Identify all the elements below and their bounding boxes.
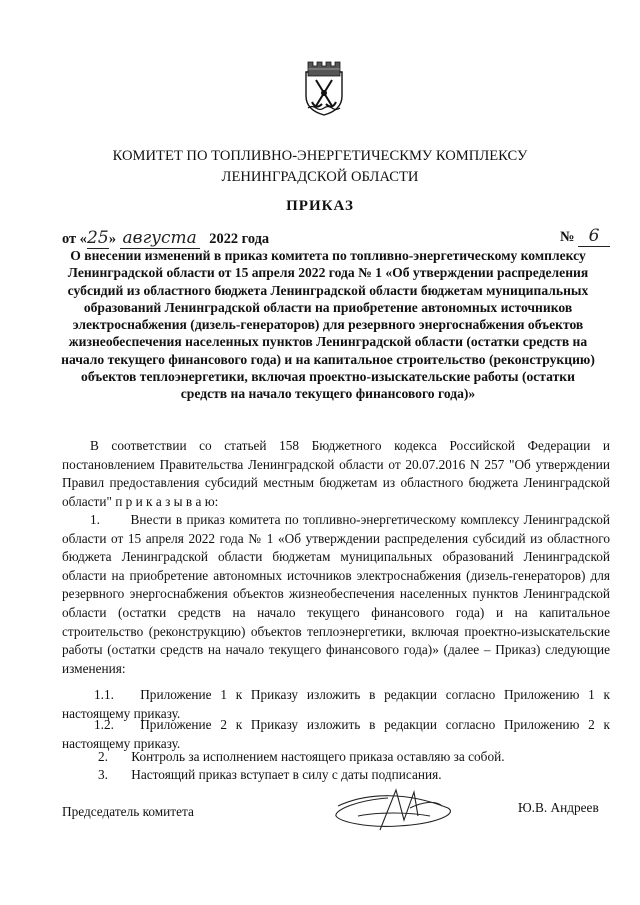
item-1-1-text: Приложение 1 к Приказу изложить в редакции согласно Приложению 1 к настоящему приказу. bbox=[62, 687, 610, 721]
item-2-number: 2. bbox=[98, 749, 108, 764]
date-month: августа bbox=[120, 228, 200, 249]
date-line bbox=[62, 228, 269, 249]
date-year: 2022 года bbox=[209, 231, 270, 247]
handwritten-signature bbox=[318, 786, 468, 834]
item-3-number: 3. bbox=[98, 767, 108, 782]
date-prefix: от « bbox=[62, 231, 87, 247]
document-type-title: ПРИКАЗ bbox=[286, 198, 354, 214]
item-2 bbox=[62, 748, 610, 767]
date-day: 25 bbox=[87, 228, 109, 248]
preamble-paragraph: В соответствии со статьей 158 Бюджетного кодекса Российской Федерации и постановлением Правительства Ленинградской области от 20.07.2016 N 257 "Об утверждении Правил предоставления субсидий местным бюджетам из областного бюджета Ленинградской области" п р и к а з ы в а ю: bbox=[62, 438, 610, 509]
number-value: 6 bbox=[578, 226, 610, 247]
coat-of-arms-emblem bbox=[302, 58, 346, 116]
item-3 bbox=[62, 766, 610, 785]
item-1-text: Внести в приказ комитета по топливно-энергетическому комплексу Ленинградской области от 15 апреля 2022 года № 1 «Об утверждении распределения субсидий из областного бюджета Ленинградской области бюджетам муниципальных образований Ленинградской области на приобретение автономных источников электроснабжения (дизель-генераторов) для резервного энергоснабжения объектов жизнеобеспечения населенных пунктов Ленинградской области (остатки средств на начало текущего финансового года) и на капитальное строительство (реконструкцию) объектов теплоэнергетики, включая проектно-изыскательские работы (остатки средств на начало текущего финансового года)» (далее – Приказ) следующие изменения: bbox=[62, 512, 610, 676]
item-1-1-number: 1.1. bbox=[94, 687, 114, 702]
committee-line-1: КОМИТЕТ ПО ТОПЛИВНО-ЭНЕРГЕТИЧЕСКМУ КОМПЛЕКСУ bbox=[112, 148, 528, 164]
committee-line-2: ЛЕНИНГРАДСКОЙ ОБЛАСТИ bbox=[221, 169, 419, 185]
item-2-text: Контроль за исполнением настоящего приказа оставляю за собой. bbox=[131, 749, 505, 764]
committee-name bbox=[40, 146, 600, 188]
item-1 bbox=[62, 511, 610, 678]
signer-title: Председатель комитета bbox=[62, 804, 194, 819]
item-1-2-number: 1.2. bbox=[94, 717, 114, 732]
date-middle: » bbox=[108, 231, 117, 247]
item-1-number: 1. bbox=[90, 512, 100, 527]
item-1-2-text: Приложение 2 к Приказу изложить в редакции согласно Приложению 2 к настоящему приказу. bbox=[62, 717, 610, 751]
order-number bbox=[560, 226, 610, 247]
number-label: № bbox=[560, 229, 575, 245]
signer-name: Ю.В. Андреев bbox=[518, 800, 599, 815]
item-3-text: Настоящий приказ вступает в силу с даты подписания. bbox=[131, 767, 442, 782]
order-subject: О внесении изменений в приказ комитета по топливно-энергетическому комплексу Ленинградской области от 15 апреля 2022 года № 1 «Об утверждении распределения субсидий из областного бюджета Ленинградской области бюджетам муниципальных образований Ленинградской области на приобретение автономных источников электроснабжения (дизель-генераторов) для резервного энергоснабжения объектов жизнеобеспечения населенных пунктов Ленинградской области (остатки средств на начало текущего финансового года) и на капитальное строительство (реконструкцию) объектов теплоэнергетики, включая проектно-изыскательские работы (остатки средств на начало текущего финансового года)» bbox=[61, 248, 595, 402]
